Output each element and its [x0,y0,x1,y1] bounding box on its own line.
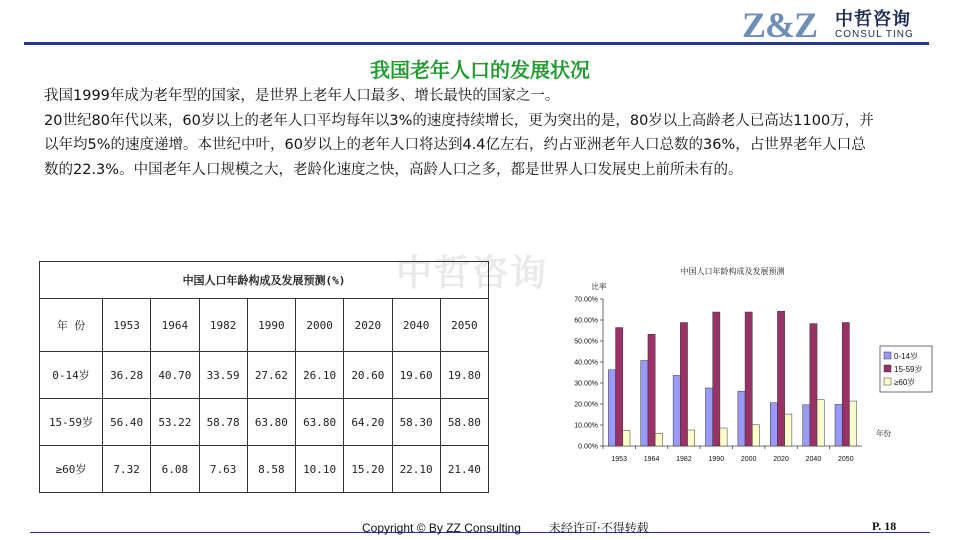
year-header: 2040 [392,299,440,352]
bar-≥60岁 [720,428,727,446]
table-cell: 56.40 [103,399,151,446]
y-tick-label: 10.00% [574,422,598,430]
slide-title: 我国老年人口的发展状况 [370,58,590,82]
year-header: 2020 [344,299,392,352]
y-tick-label: 40.00% [574,359,598,367]
bar-≥60岁 [655,433,662,446]
logo-chinese-name: 中哲咨询 [835,9,911,30]
table-cell: 15.20 [344,446,392,493]
table-cell: 58.30 [392,399,440,446]
table-cell: 7.63 [199,446,247,493]
y-tick-label: 70.00% [574,296,598,304]
year-header: 1964 [151,299,199,352]
x-tick-label: 2020 [773,456,789,463]
year-header: 2000 [296,299,344,352]
bar-≥60岁 [817,400,824,446]
x-tick-label: 1990 [708,456,725,463]
y-tick-label: 20.00% [574,401,598,409]
bar-0-14岁 [673,375,680,446]
x-tick-label: 1982 [676,456,692,463]
legend-swatch [884,365,891,372]
paragraph: 20世纪80年代以来，60岁以上的老年人口平均每年以3%的速度持续增长，更为突出的是，80岁以上高龄老人已高达1100万，并以年均5%的速度递增。本世纪中叶，60岁以上的老年人口将达到4.4亿左右，约占亚洲老年人口总数的36%，占世界老年人口总数的22.3%。中国老年人口规模之大，老龄化速度之快，高龄人口之多，都是世界人口发展史上前所未有的。 [44,112,874,178]
paragraph: 我国1999年成为老年型的国家，是世界上老年人口最多、增长最快的国家之一。 [44,88,560,104]
bar-0-14岁 [641,361,648,446]
bar-≥60岁 [849,401,856,446]
table-cell: 19.80 [440,352,488,399]
table-caption: 中国人口年龄构成及发展预测(%) [40,262,489,299]
table-cell: 33.59 [199,352,247,399]
logo-mark: Z&Z [742,5,818,45]
table-cell: 58.80 [440,399,488,446]
table-cell: 58.78 [199,399,247,446]
table-header-row [40,299,489,352]
page-number: P. 18 [872,519,897,533]
bar-0-14岁 [835,404,842,446]
row-label: 15-59岁 [40,399,103,446]
year-header: 1982 [199,299,247,352]
table-cell: 7.32 [103,446,151,493]
table-cell: 36.28 [103,352,151,399]
table-cell: 53.22 [151,399,199,446]
x-tick-label: 1953 [611,456,627,463]
bar-≥60岁 [785,414,792,446]
bar-0-14岁 [770,403,777,446]
bar-≥60岁 [752,425,759,446]
y-axis-label: 比率 [591,282,607,291]
x-tick-label: 2050 [838,456,854,463]
y-tick-label: 0.00% [578,443,598,451]
legend-label: 15-59岁 [894,365,923,374]
population-bar-chart [560,258,940,473]
logo-english-name: CONSUL TING [835,29,914,40]
bar-15-59岁 [616,328,623,446]
year-header: 1953 [103,299,151,352]
legend-label: ≥60岁 [894,378,916,387]
table-row [40,399,489,446]
bar-15-59岁 [777,311,784,446]
bar-15-59岁 [745,312,752,446]
table-cell: 63.80 [247,399,295,446]
year-header: 1990 [247,299,295,352]
y-tick-label: 50.00% [574,338,598,346]
year-header: 2050 [440,299,488,352]
table-cell: 6.08 [151,446,199,493]
x-tick-label: 1964 [643,456,660,463]
table-cell: 21.40 [440,446,488,493]
y-tick-label: 60.00% [574,317,598,325]
copyright-text: Copyright © By ZZ Consulting [362,521,521,535]
table-cell: 64.20 [344,399,392,446]
watermark: 中哲咨询 [396,253,549,294]
bar-0-14岁 [803,405,810,446]
table-cell: 22.10 [392,446,440,493]
footer [362,519,649,536]
body-text [44,84,874,182]
reprint-notice: 未经许可·不得转载 [548,521,649,535]
company-logo [742,4,942,44]
bar-0-14岁 [608,370,615,446]
table-cell: 63.80 [296,399,344,446]
table-row [40,446,489,493]
legend-label: 0-14岁 [894,352,919,361]
x-tick-label: 2000 [740,456,757,463]
table-header-label: 年 份 [40,299,103,352]
table-cell: 8.58 [247,446,295,493]
table-cell: 19.60 [392,352,440,399]
bar-≥60岁 [623,431,630,446]
y-tick-label: 30.00% [574,380,598,388]
bar-15-59岁 [680,323,687,446]
table-cell: 27.62 [247,352,295,399]
chart-title: 中国人口年龄构成及发展预测 [680,267,785,276]
bar-15-59岁 [842,323,849,446]
x-tick-label: 2040 [805,456,822,463]
bar-15-59岁 [713,312,720,446]
bar-15-59岁 [810,324,817,446]
table-cell: 20.60 [344,352,392,399]
table-cell: 26.10 [296,352,344,399]
table-row [40,352,489,399]
bar-0-14岁 [738,391,745,446]
row-label: ≥60岁 [40,446,103,493]
x-axis-label: 年份 [876,429,891,438]
legend-swatch [884,378,891,385]
bar-0-14岁 [706,388,713,446]
row-label: 0-14岁 [40,352,103,399]
table-cell: 10.10 [296,446,344,493]
population-table [39,261,489,493]
bar-15-59岁 [648,334,655,446]
bar-≥60岁 [688,430,695,446]
table-cell: 40.70 [151,352,199,399]
legend-swatch [884,352,891,359]
